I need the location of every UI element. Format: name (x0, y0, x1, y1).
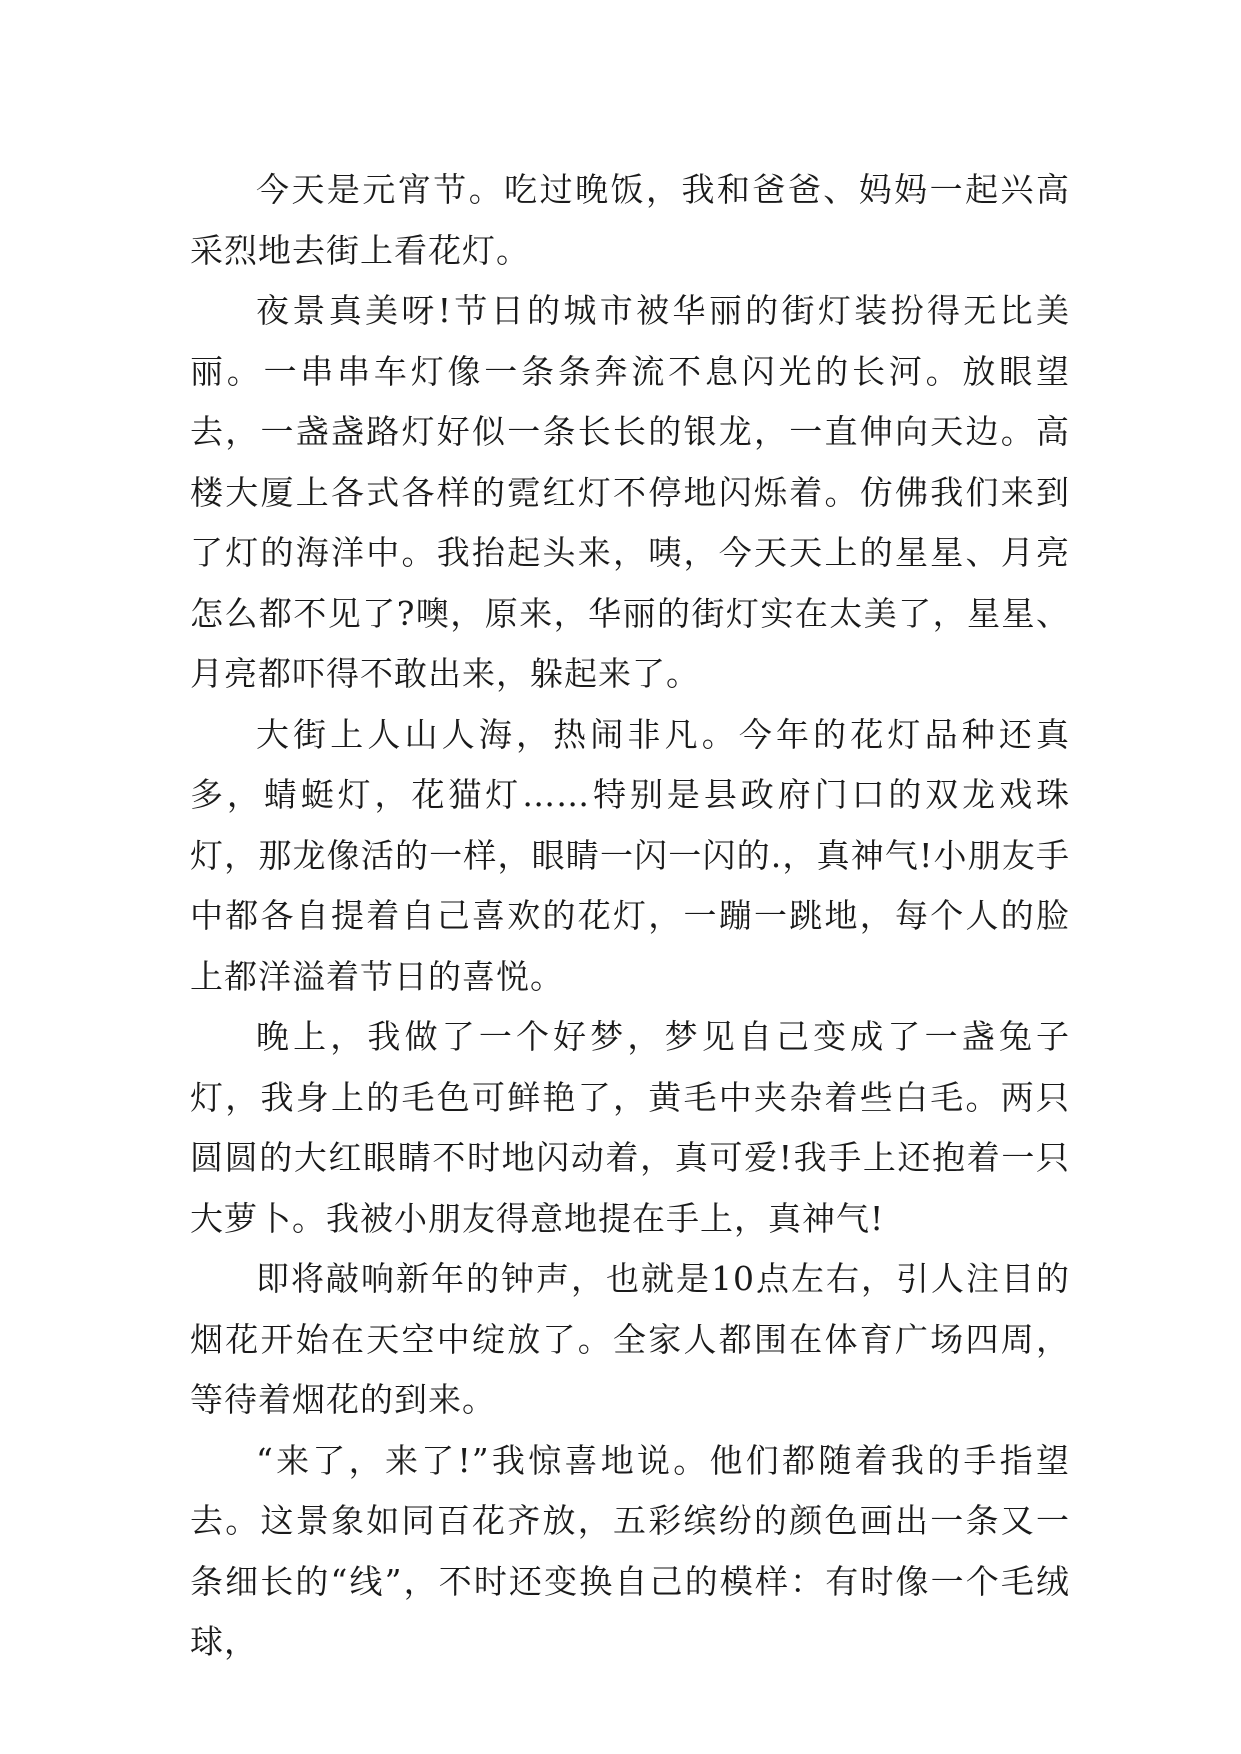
paragraph-street-lanterns: 大街上人山人海，热闹非凡。今年的花灯品种还真多，蜻蜓灯，花猫灯……特别是县政府门口的双龙戏珠灯，那龙像活的一样，眼睛一闪一闪的.，真神气!小朋友手中都各自提着自己喜欢的花灯，一蹦一跳地，每个人的脸上都洋溢着节日的喜悦。 (190, 714, 1070, 996)
paragraph-night-scene: 夜景真美呀!节日的城市被华丽的街灯装扮得无比美丽。一串串车灯像一条条奔流不息闪光的长河。放眼望去，一盏盏路灯好似一条长长的银龙，一直伸向天边。高楼大厦上各式各样的霓红灯不停地闪烁着。仿佛我们来到了灯的海洋中。我抬起头来，咦，今天天上的星星、月亮怎么都不见了?噢，原来，华丽的街灯实在太美了，星星、月亮都吓得不敢出来，躲起来了。 (190, 291, 1070, 693)
paragraph-dream: 晚上，我做了一个好梦，梦见自己变成了一盏兔子灯，我身上的毛色可鲜艳了，黄毛中夹杂着些白毛。两只圆圆的大红眼睛不时地闪动着，真可爱!我手上还抱着一只大萝卜。我被小朋友得意地提在手上，真神气! (190, 1017, 1070, 1238)
document-body (190, 160, 1070, 1673)
paragraph-fireworks-scene: “来了，来了!”我惊喜地说。他们都随着我的手指望去。这景象如同百花齐放，五彩缤纷的颜色画出一条又一条细长的“线”，不时还变换自己的模样：有时像一个毛绒球， (190, 1440, 1070, 1661)
paragraph-fireworks-start: 即将敲响新年的钟声，也就是10点左右，引人注目的烟花开始在天空中绽放了。全家人都围在体育广场四周，等待着烟花的到来。 (190, 1259, 1070, 1419)
paragraph-lantern-festival-intro: 今天是元宵节。吃过晚饭，我和爸爸、妈妈一起兴高采烈地去街上看花灯。 (190, 170, 1070, 270)
